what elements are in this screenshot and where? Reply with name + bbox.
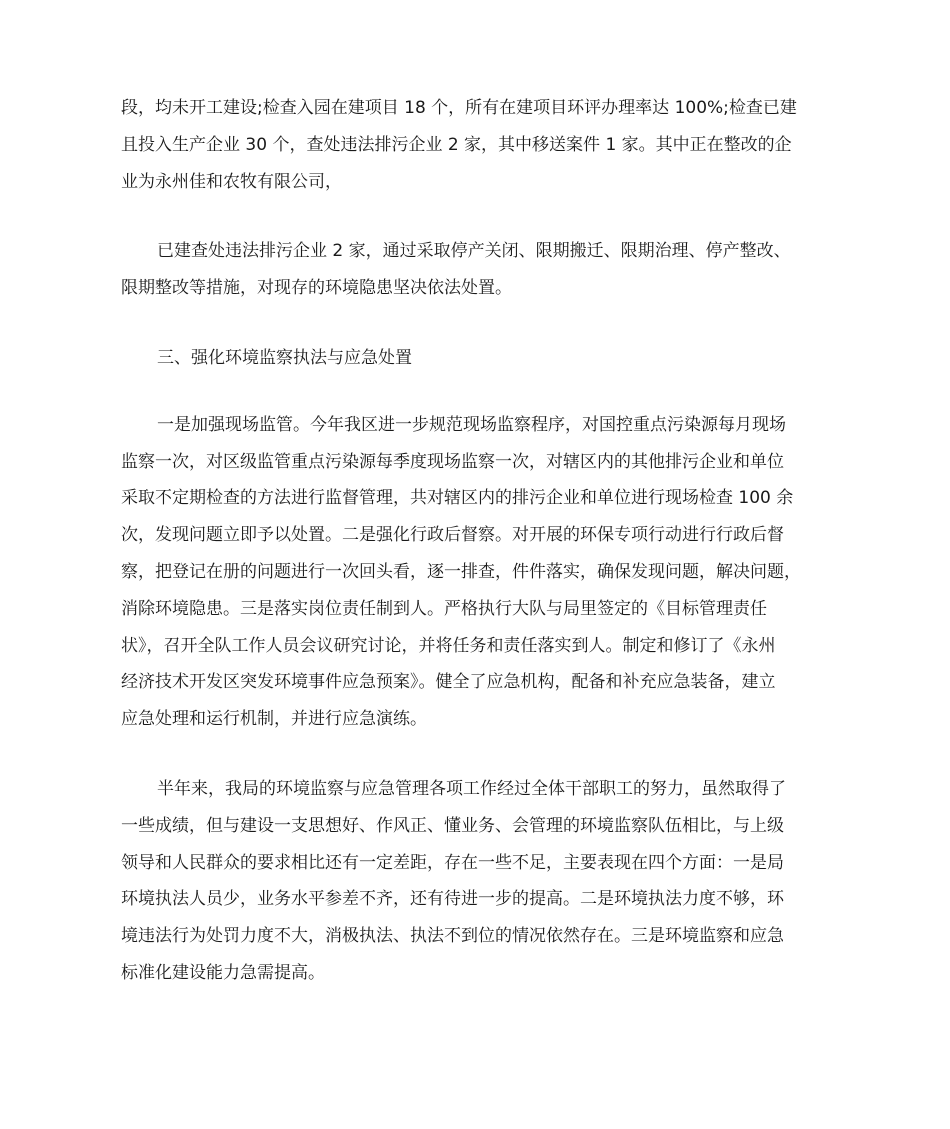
text-line: 且投入生产企业 30 个，查处违法排污企业 2 家，其中移送案件 1 家。其中正在整改的企: [121, 134, 792, 155]
text-line: 限期整改等措施，对现存的环境隐患坚决依法处置。: [121, 278, 512, 299]
text-line: 应急处理和运行机制，并进行应急演练。: [121, 709, 427, 730]
text-line: 察，把登记在册的问题进行一次回头看，逐一排查，件件落实，确保发现问题，解决问题，: [121, 561, 801, 582]
text-line: 业为永州佳和农牧有限公司，: [121, 171, 342, 192]
text-line: 消除环境隐患。三是落实岗位责任制到人。严格执行大队与局里签定的《目标管理责任: [121, 598, 767, 619]
text-line: 境违法行为处罚力度不大，消极执法、执法不到位的情况依然存在。三是环境监察和应急: [121, 926, 784, 947]
text-line: 半年来，我局的环境监察与应急管理各项工作经过全体干部职工的努力，虽然取得了: [157, 778, 786, 799]
text-line: 经济技术开发区突发环境事件应急预案》。健全了应急机构，配备和补充应急装备，建立: [121, 672, 776, 693]
text-line: 一些成绩，但与建设一支思想好、作风正、懂业务、会管理的环境监察队伍相比，与上级: [121, 815, 784, 836]
paragraph-shortcomings: [121, 771, 853, 992]
text-line: 次，发现问题立即予以处置。二是强化行政后督察。对开展的环保专项行动进行行政后督: [121, 525, 784, 546]
text-line: 环境执法人员少，业务水平参差不齐，还有待进一步的提高。二是环境执法力度不够，环: [121, 889, 784, 910]
text-line: 段，均未开工建设;检查入园在建项目 18 个，所有在建项目环评办理率达 100%;检查已建: [121, 98, 797, 118]
text-line: 领导和人民群众的要求相比还有一定差距，存在一些不足，主要表现在四个方面：一是局: [121, 852, 784, 873]
text-line: 状》，召开全队工作人员会议研究讨论，并将任务和责任落实到人。制定和修订了《永州: [121, 635, 776, 656]
paragraph-site-supervision: [121, 407, 853, 738]
text-line: 标准化建设能力急需提高。: [121, 962, 325, 983]
paragraph-violations-summary: [121, 90, 853, 200]
paragraph-enforcement-measures: [121, 233, 853, 307]
text-line: 监察一次，对区级监管重点污染源每季度现场监察一次，对辖区内的其他排污企业和单位: [121, 451, 784, 472]
text-line: 采取不定期检查的方法进行监督管理，共对辖区内的排污企业和单位进行现场检查 100 余: [121, 488, 794, 509]
heading-text: 三、强化环境监察执法与应急处置: [157, 347, 412, 368]
document-body: [121, 90, 853, 992]
section-heading: [121, 340, 853, 377]
text-line: 一是加强现场监管。今年我区进一步规范现场监察程序，对国控重点污染源每月现场: [157, 414, 786, 435]
text-line: 已建查处违法排污企业 2 家，通过采取停产关闭、限期搬迁、限期治理、停产整改、: [157, 241, 791, 262]
